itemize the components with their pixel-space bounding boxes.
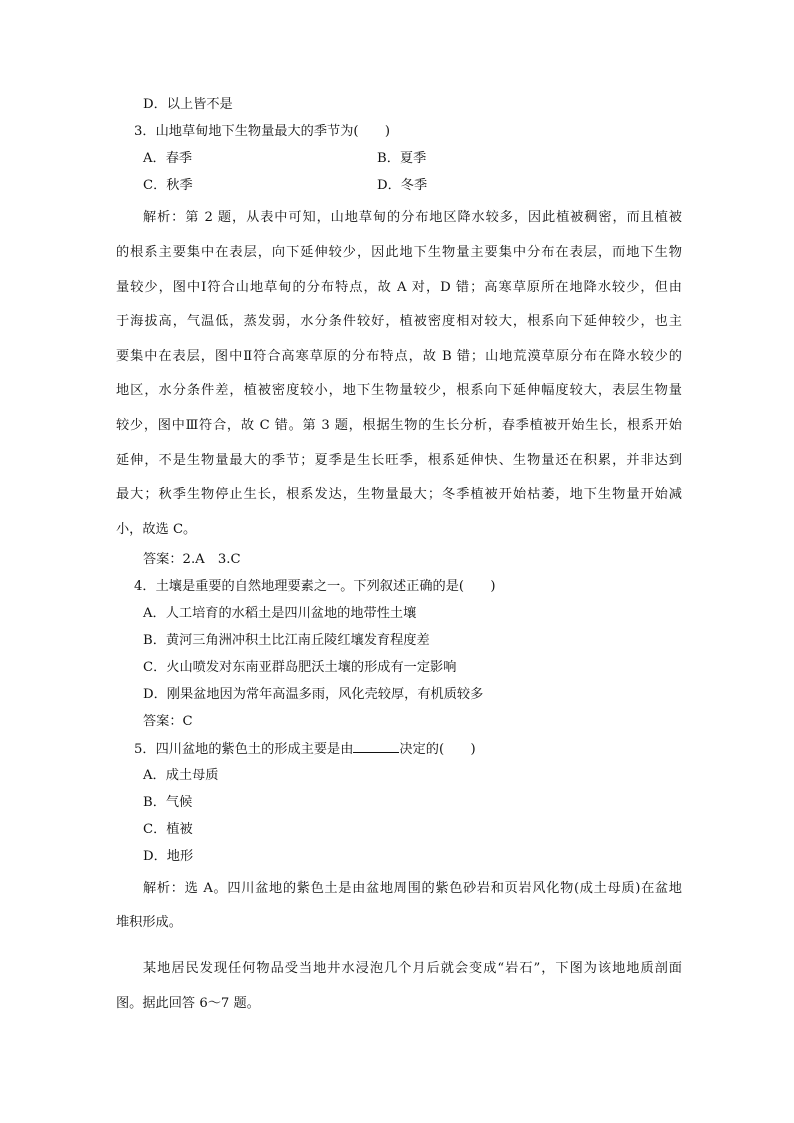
- analysis-5-line-2: 堆积形成。: [116, 915, 182, 930]
- q5-option-c: C．植被: [143, 822, 193, 837]
- intro-6-7-line-1: 某地居民发现任何物品受当地井水浸泡几个月后就会变成“岩石”，下图为该地地质剖面: [143, 961, 682, 976]
- q3-option-b: B．夏季: [377, 151, 427, 166]
- q5-blank: [353, 740, 399, 753]
- answer-2-3: 答案：2.A 3.C: [143, 552, 241, 567]
- analysis-2-3-line-6: 地区，水分条件差，植被密度较小，地下生物量较少，根系向下延伸幅度较大，表层生物量: [116, 383, 682, 398]
- q4-option-d: D．刚果盆地因为常年高温多雨，风化壳较厚，有机质较多: [143, 687, 484, 702]
- q3-option-d: D．冬季: [377, 178, 428, 193]
- q4-option-a: A．人工培育的水稻土是四川盆地的地带性土壤: [143, 606, 417, 621]
- q5-option-a: A．成土母质: [143, 768, 219, 783]
- q5-option-b: B．气候: [143, 795, 193, 810]
- q4-stem: 4．土壤是重要的自然地理要素之一。下列叙述正确的是( ): [134, 579, 496, 594]
- intro-6-7-line-2: 图。据此回答 6～7 题。: [116, 996, 260, 1011]
- analysis-2-3-line-1: 解析：第 2 题，从表中可知，山地草甸的分布地区降水较多，因此植被稠密，而且植被: [143, 210, 682, 225]
- analysis-2-3-line-2: 的根系主要集中在表层，向下延伸较少，因此地下生物量主要集中分布在表层，而地下生物: [116, 245, 682, 260]
- q3-option-a: A．春季: [143, 151, 193, 166]
- analysis-2-3-line-10: 小，故选 C。: [116, 522, 197, 537]
- q3-option-c: C．秋季: [143, 178, 193, 193]
- q3-stem: 3．山地草甸地下生物量最大的季节为( ): [134, 124, 391, 139]
- analysis-2-3-line-5: 要集中在表层，图中Ⅱ符合高寒草原的分布特点，故 B 错；山地荒漠草原分布在降水较少的: [116, 349, 682, 364]
- answer-4: 答案：C: [143, 714, 193, 729]
- analysis-2-3-line-4: 于海拔高，气温低，蒸发弱，水分条件较好，植被密度相对较大，根系向下延伸较少，也主: [116, 314, 682, 329]
- q5-stem-after: 决定的( ): [399, 742, 476, 757]
- q4-option-c: C．火山喷发对东南亚群岛肥沃土壤的形成有一定影响: [143, 660, 457, 675]
- analysis-2-3-line-7: 较少，图中Ⅲ符合，故 C 错。第 3 题，根据生物的生长分析，春季植被开始生长，根系开始: [116, 418, 682, 433]
- analysis-5-line-1: 解析：选 A。四川盆地的紫色土是由盆地周围的紫色砂岩和页岩风化物(成土母质)在盆地: [143, 881, 682, 896]
- analysis-2-3-line-8: 延伸，不是生物量最大的季节；夏季是生长旺季，根系延伸快、生物量还在积累，并非达到: [116, 453, 682, 468]
- q4-option-b: B．黄河三角洲冲积土比江南丘陵红壤发育程度差: [143, 633, 430, 648]
- q5-stem: [134, 740, 476, 759]
- analysis-2-3-line-9: 最大；秋季生物停止生长，根系发达，生物量最大；冬季植被开始枯萎，地下生物量开始减: [116, 487, 682, 502]
- analysis-2-3-line-3: 量较少，图中Ⅰ符合山地草甸的分布特点，故 A 对，D 错；高寒草原所在地降水较少，但由: [116, 280, 682, 295]
- q2-option-d: D．以上皆不是: [143, 97, 233, 112]
- q5-stem-before: 5．四川盆地的紫色土的形成主要是由: [134, 742, 354, 757]
- q5-option-d: D．地形: [143, 849, 194, 864]
